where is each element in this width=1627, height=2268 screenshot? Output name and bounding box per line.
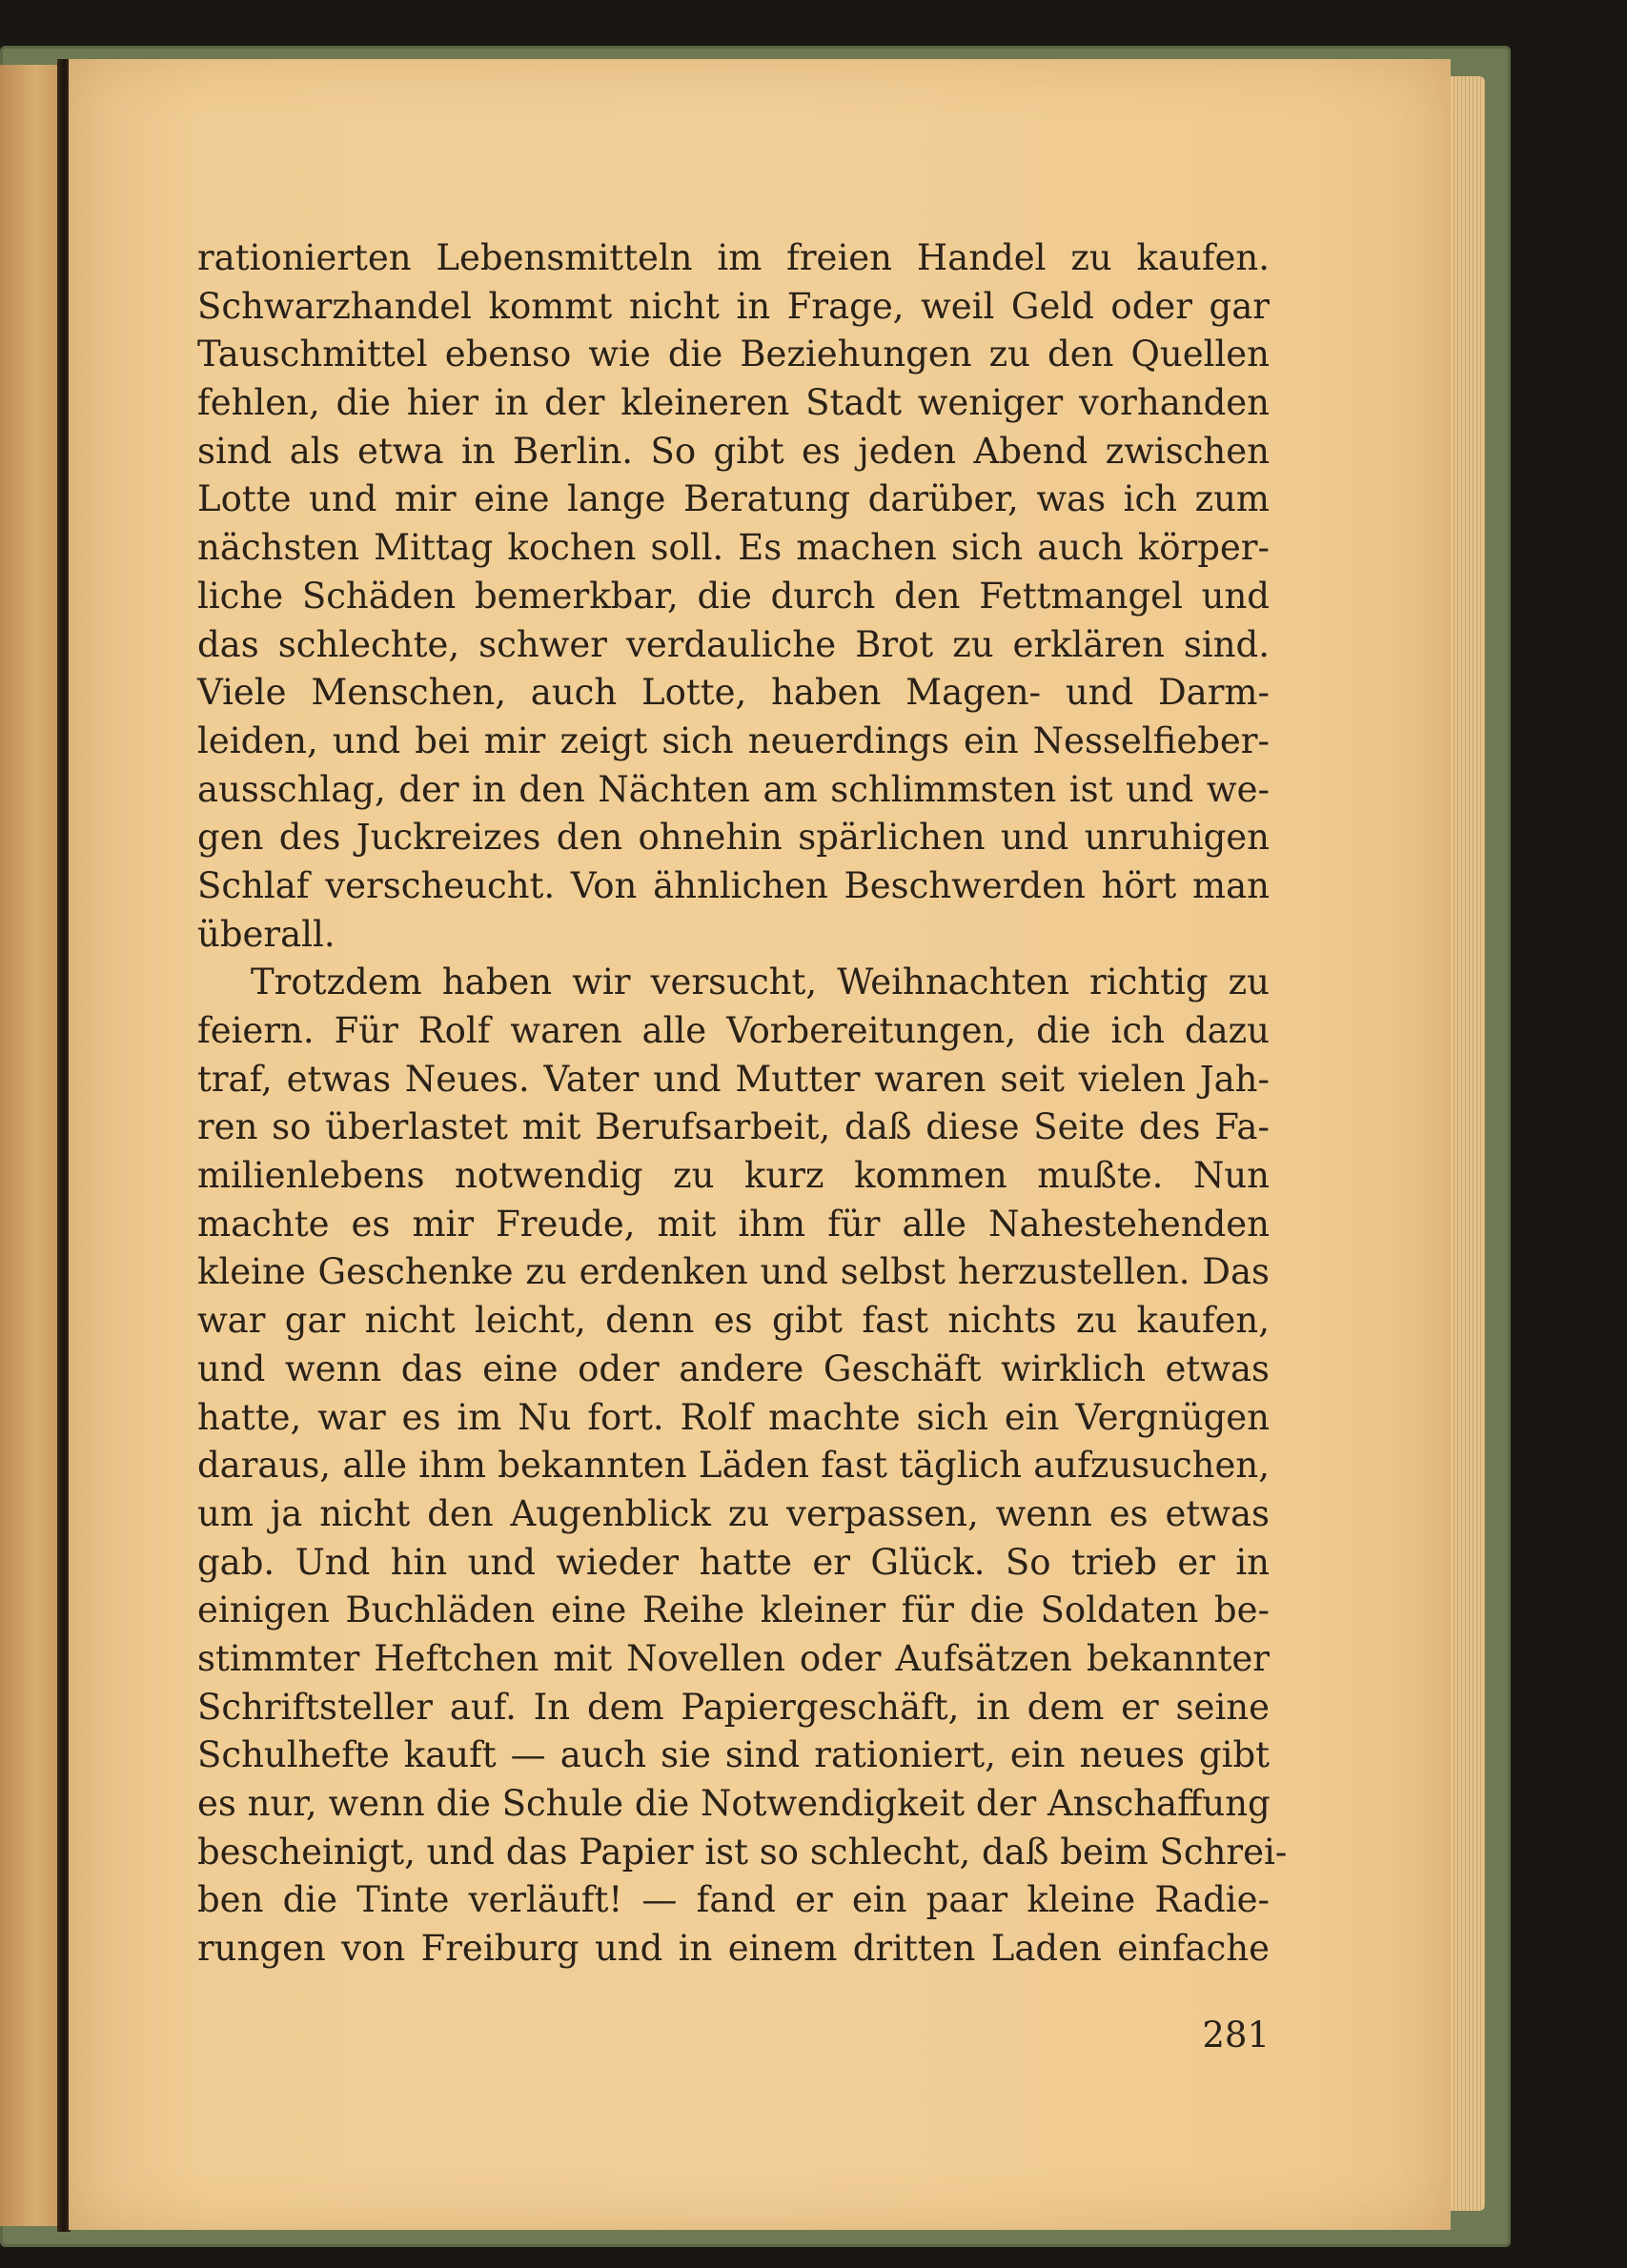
text-line: einigen Buchläden eine Reihe kleiner für die Soldaten be-	[197, 1590, 1270, 1631]
text-line: traf, etwas Neues. Vater und Mutter waren seit vielen Jah-	[197, 1058, 1270, 1100]
text-line: milienlebens notwendig zu kurz kommen mußte. Nun	[197, 1155, 1270, 1197]
text-line: um ja nicht den Augenblick zu verpassen, wenn es etwas	[197, 1492, 1270, 1534]
text-line: das schlechte, schwer verdauliche Brot zu erklären sind.	[197, 623, 1270, 665]
text-line: Tauschmittel ebenso wie die Beziehungen zu den Quellen	[197, 334, 1270, 375]
text-line: gen des Juckreizes den ohnehin spärlichen und unruhigen	[197, 817, 1270, 859]
page-number: 281	[1202, 2015, 1270, 2055]
text-line: hatte, war es im Nu fort. Rolf machte sich ein Vergnügen	[197, 1396, 1270, 1438]
text-line: Schlaf verscheucht. Von ähnlichen Beschwerden hört man	[197, 864, 1270, 906]
text-line: Lotte und mir eine lange Beratung darüber, was ich zum	[197, 478, 1270, 520]
text-line: und wenn das eine oder andere Geschäft wirklich etwas	[197, 1347, 1270, 1389]
text-line: Schulhefte kauft — auch sie sind rationiert, ein neues gibt	[197, 1734, 1270, 1776]
text-line: ren so überlastet mit Berufsarbeit, daß diese Seite des Fa-	[197, 1106, 1270, 1148]
text-line: Schriftsteller auf. In dem Papiergeschäft, in dem er seine	[197, 1686, 1270, 1728]
text-line: leiden, und bei mir zeigt sich neuerdings ein Nesselfieber-	[197, 719, 1270, 761]
text-line: fehlen, die hier in der kleineren Stadt weniger vorhanden	[197, 382, 1270, 424]
text-line: bescheinigt, und das Papier ist so schlecht, daß beim Schrei-	[197, 1831, 1288, 1873]
text-line: liche Schäden bemerkbar, die durch den Fettmangel und	[197, 575, 1270, 617]
text-line: ausschlag, der in den Nächten am schlimmsten ist und we-	[197, 768, 1270, 810]
text-line: Trotzdem haben wir versucht, Weihnachten richtig zu	[251, 962, 1270, 1003]
text-line: daraus, alle ihm bekannten Läden fast täglich aufzusuchen,	[197, 1445, 1270, 1487]
previous-page-edge	[0, 65, 59, 2226]
text-line: ben die Tinte verläuft! — fand er ein paar kleine Radie-	[197, 1879, 1270, 1921]
text-line: nächsten Mittag kochen soll. Es machen sich auch körper-	[197, 527, 1270, 569]
text-line: feiern. Für Rolf waren alle Vorbereitungen, die ich dazu	[197, 1010, 1270, 1051]
text-line: Viele Menschen, auch Lotte, haben Magen- und Darm-	[197, 672, 1270, 714]
text-line: war gar nicht leicht, denn es gibt fast nichts zu kaufen,	[197, 1300, 1270, 1342]
page-text	[197, 234, 1288, 1974]
text-line: Schwarzhandel kommt nicht in Frage, weil Geld oder gar	[197, 285, 1270, 327]
text-line: stimmter Heftchen mit Novellen oder Aufsätzen bekannter	[197, 1637, 1270, 1679]
text-line: rationierten Lebensmitteln im freien Handel zu kaufen.	[197, 237, 1270, 278]
text-line: es nur, wenn die Schule die Notwendigkeit der Anschaffung	[197, 1783, 1271, 1824]
text-line: sind als etwa in Berlin. So gibt es jeden Abend zwischen	[197, 430, 1270, 472]
text-line: gab. Und hin und wieder hatte er Glück. So trieb er in	[197, 1541, 1270, 1583]
text-line: kleine Geschenke zu erdenken und selbst herzustellen. Das	[197, 1251, 1270, 1293]
text-line: machte es mir Freude, mit ihm für alle Nahestehenden	[197, 1203, 1270, 1245]
text-line: rungen von Freiburg und in einem dritten Laden einfache	[197, 1928, 1270, 1970]
text-line: überall.	[197, 913, 336, 955]
